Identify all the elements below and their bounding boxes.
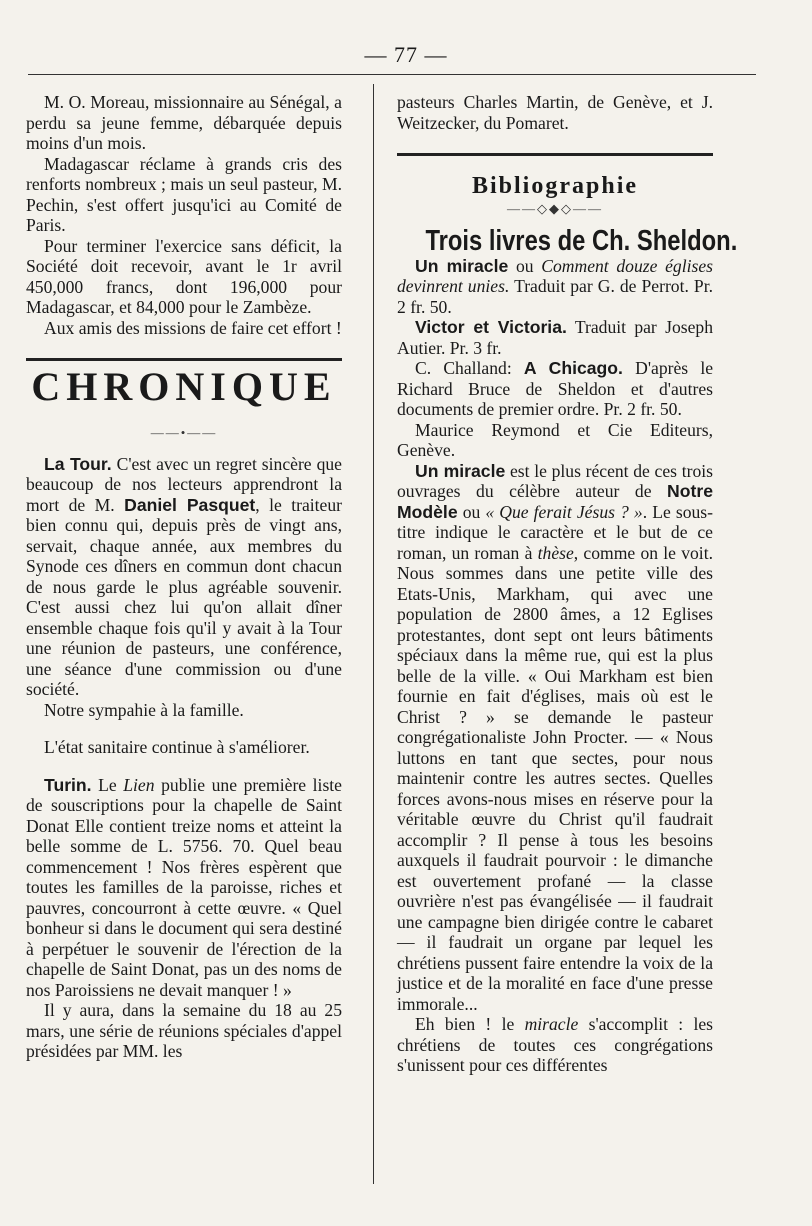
book-entry	[397, 358, 713, 420]
book-details: D'après le Richard Bruce de Sheldon et d'autres documents de premier ordre. Pr. 2 fr. 50.	[397, 358, 714, 419]
chronique-title: CHRONIQUE	[31, 364, 337, 409]
book-author: C. Challand:	[415, 358, 524, 378]
paragraph-text: , comme on le voit. Nous sommes dans une petite ville des Etats-Unis, Markham, qui avec une population de 2800 âmes, a 12 Eglises protestantes, dont sept ont leurs bâtiments spéciaux dans la même rue, qui est la plus belle de la ville. « Oui Markham est bien fournie en fait d'églises, mais où est le Christ ? » se demande le pasteur congrégationaliste John Procter. — « Nous luttons en tant que sectes, pour nous maintenir contre les autres sectes. Quelles forces avons-nous mises en réserve pour la véritable œuvre du Christ qu'il faudrait accomplir ? Il pense à tous les besoins auxquels il faudrait pourvoir : le dimanche est ouvertement profané — la classe ouvrière n'est pas évangélisée — il faudrait une campagne bien dirigée contre le cabaret — il faudrait un organe par lequel les chrétiens pussent faire entendre la voix de la justice et de la moralité en face d'une presse immorale...	[397, 542, 713, 1014]
paragraph-text: ou	[457, 501, 486, 522]
person-name: Daniel Pasquet	[124, 494, 256, 515]
turin-paragraph	[26, 775, 342, 1001]
article-title: Trois livres de Ch. Sheldon.	[425, 225, 738, 257]
paragraph-text: C'est avec un regret sincère que beaucoup de nos lecteurs apprendront la mort de M.	[26, 453, 342, 515]
paragraph-text: Eh bien ! le	[415, 1014, 525, 1034]
italic-word: thèse	[537, 542, 574, 563]
review-paragraph	[397, 461, 713, 1015]
ornament: ——•——	[150, 425, 218, 440]
right-column	[397, 92, 738, 1076]
paragraph-text: . Le sous-titre indique le caractère et le but de ce roman, un roman à	[397, 501, 714, 563]
section-rule	[397, 153, 713, 156]
newspaper-name: Lien	[123, 774, 155, 795]
turin-paragraph-2: Il y aura, dans la semaine du 18 au 25 mars, une série de réunions spéciales d'appel présidées par MM. les	[26, 1000, 342, 1061]
italic-word: miracle	[524, 1014, 579, 1034]
column-divider	[373, 84, 374, 1184]
paragraph-text: , le traiteur bien connu qui, depuis près de vingt ans, servait, chaque année, aux membres du Synode ces dîners en commun dont chacun de nous garde le plus agréable souvenir. C'est aussi chez lui qu'on allait dîner ensemble chaque fois qu'il y avait à la Tour une réunion de pasteurs, une conférence, une séance d'une commission ou d'une société.	[26, 494, 342, 699]
book-title: Victor et Victoria.	[415, 317, 567, 337]
review-paragraph-2	[397, 1014, 713, 1076]
continuation-paragraph: pasteurs Charles Martin, de Genève, et J. Weitzecker, du Pomaret.	[397, 92, 713, 133]
publisher-line: Maurice Reymond et Cie Editeurs, Genève.	[397, 419, 713, 460]
book-title: A Chicago.	[523, 358, 623, 378]
sympathy-line: Notre sympahie à la famille.	[44, 699, 244, 720]
header-rule	[28, 74, 756, 75]
paragraph-text: Le	[91, 774, 124, 795]
book-entry	[397, 317, 713, 358]
paragraph-text: s'accomplit : les chrétiens de toutes ces congrégations s'unissent pour ces différentes	[397, 1014, 714, 1075]
paragraph-text: ou	[508, 255, 542, 276]
book-title: Un miracle	[415, 460, 506, 481]
paragraph-text: est le plus récent de ces trois ouvrages du célèbre auteur de	[397, 460, 713, 501]
ornament: ——◇◆◇——	[507, 200, 603, 216]
missions-paragraph: Pour terminer l'exercice sans déficit, la Société doit recevoir, avant le 1r avril 450,000 francs, dont 196,000 pour Madagascar, et 84,000 pour le Zambèze.	[26, 235, 342, 317]
health-paragraph: L'état sanitaire continue à s'améliorer.	[44, 737, 310, 757]
place-name: Turin.	[44, 774, 92, 795]
book-details: Traduit par Joseph Autier. Pr. 3 fr.	[397, 317, 713, 358]
la-tour-paragraph	[26, 454, 342, 700]
page-number: — 77 —	[364, 42, 448, 67]
bibliographie-title: Bibliographie	[471, 173, 639, 199]
book-entry	[397, 256, 713, 318]
book-details: Traduit par G. de Perrot. Pr. 2 fr. 50.	[397, 276, 713, 317]
missions-paragraph: Aux amis des missions de faire cet effort !	[44, 317, 342, 338]
book-subtitle: Comment douze églises devinrent unies.	[397, 255, 714, 296]
missions-paragraph: M. O. Moreau, missionnaire au Sénégal, a perdu sa jeune femme, débarquée depuis moins d'un mois.	[26, 92, 342, 153]
place-name: La Tour.	[44, 453, 112, 474]
missions-paragraph: Madagascar réclame à grands cris des renforts nombreux ; mais un seul pasteur, M. Pechin, s'est offert jusqu'ici au Comité de Paris.	[26, 153, 342, 235]
section-rule	[26, 358, 342, 361]
left-column	[26, 92, 342, 1062]
book-title: Un miracle	[415, 255, 509, 276]
book-title: Notre Modèle	[397, 481, 713, 522]
book-title-italic: « Que ferait Jésus ? »	[485, 501, 643, 522]
paragraph-text: publie une première liste de souscriptions pour la chapelle de Saint Donat Elle contient treize noms et atteint la belle somme de L. 5756. 70. Quel beau commencement ! Nos frères espèrent que toutes les familles de la paroisse, riches et pauvres, concourront à cette œuvre. « Quel bonheur si dans le document qui sera destiné à perpétuer le souvenir de l'érection de la chapelle de Saint Donat, pas un des noms de nos Paroissiens ne devait manquer ! »	[26, 774, 342, 1000]
